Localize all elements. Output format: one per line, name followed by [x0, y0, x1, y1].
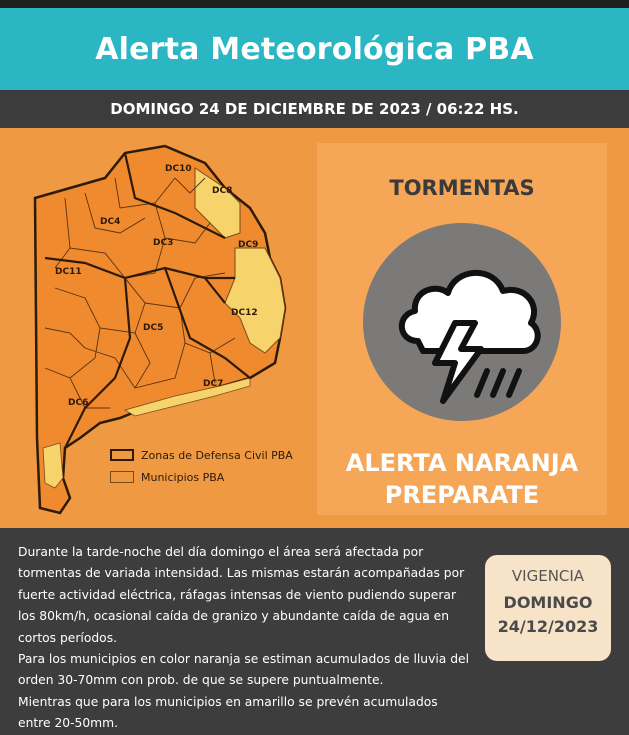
description-paragraph-3: Mientras que para los municipios en amarillo se prevén acumulados entre 20-50mm.: [18, 694, 438, 731]
validity-day: DOMINGO: [503, 593, 593, 612]
legend-zones-label: Zonas de Defensa Civil PBA: [141, 448, 293, 462]
validity-label: VIGENCIA: [511, 567, 585, 585]
zone-label-dc8: DC8: [212, 186, 233, 196]
zone-label-dc9: DC9: [238, 240, 259, 250]
description-paragraph-2: Para los municipios en color naranja se estiman acumulados de lluvia del orden 30-70mm con prob. de que se supere puntualmente.: [18, 652, 470, 688]
zone-border-swatch: [110, 449, 134, 461]
alert-level-line2: PREPARATE: [384, 481, 540, 509]
legend-row-municipalities: [110, 466, 293, 488]
page-title: Alerta Meteorológica PBA: [95, 31, 534, 67]
zone-label-dc6: DC6: [68, 398, 89, 408]
zone-label-dc10: DC10: [165, 164, 192, 174]
header-bar: [0, 8, 629, 90]
description-text: [18, 542, 473, 735]
municipality-border-swatch: [110, 471, 134, 483]
main-section: [0, 128, 629, 528]
phenomenon-title: TORMENTAS: [389, 176, 535, 200]
zone-label-dc5: DC5: [143, 323, 164, 333]
validity-date: 24/12/2023: [497, 617, 599, 636]
storm-icon-circle: [363, 223, 561, 421]
map-legend: [110, 444, 293, 488]
zone-label-dc12: DC12: [231, 308, 258, 318]
bottom-section: [0, 528, 629, 731]
description-paragraph-1: Durante la tarde-noche del día domingo el área será afectada por tormentas de variada intensidad. Las mismas estarán acompañadas por fuerte actividad eléctrica, ráfagas intensas de viento pudiendo superar los 80km/h, ocasional caída de granizo y abundante caída de agua en cortos períodos.: [18, 545, 465, 645]
storm-cloud-icon: [363, 223, 561, 421]
legend-row-zones: [110, 444, 293, 466]
date-bar: [0, 90, 629, 128]
zone-label-dc4: DC4: [100, 217, 121, 227]
zone-label-dc3: DC3: [153, 238, 174, 248]
zone-label-dc7: DC7: [203, 379, 224, 389]
legend-municipalities-label: Municipios PBA: [141, 470, 225, 484]
top-strip: [0, 0, 629, 8]
zone-label-dc11: DC11: [55, 267, 82, 277]
alert-panel: [317, 143, 607, 515]
alert-level-line1: ALERTA NARANJA: [345, 449, 579, 477]
yellow-region-south: [43, 443, 63, 488]
issue-date: DOMINGO 24 DE DICIEMBRE DE 2023 / 06:22 HS.: [110, 100, 519, 118]
validity-box: [485, 555, 611, 661]
